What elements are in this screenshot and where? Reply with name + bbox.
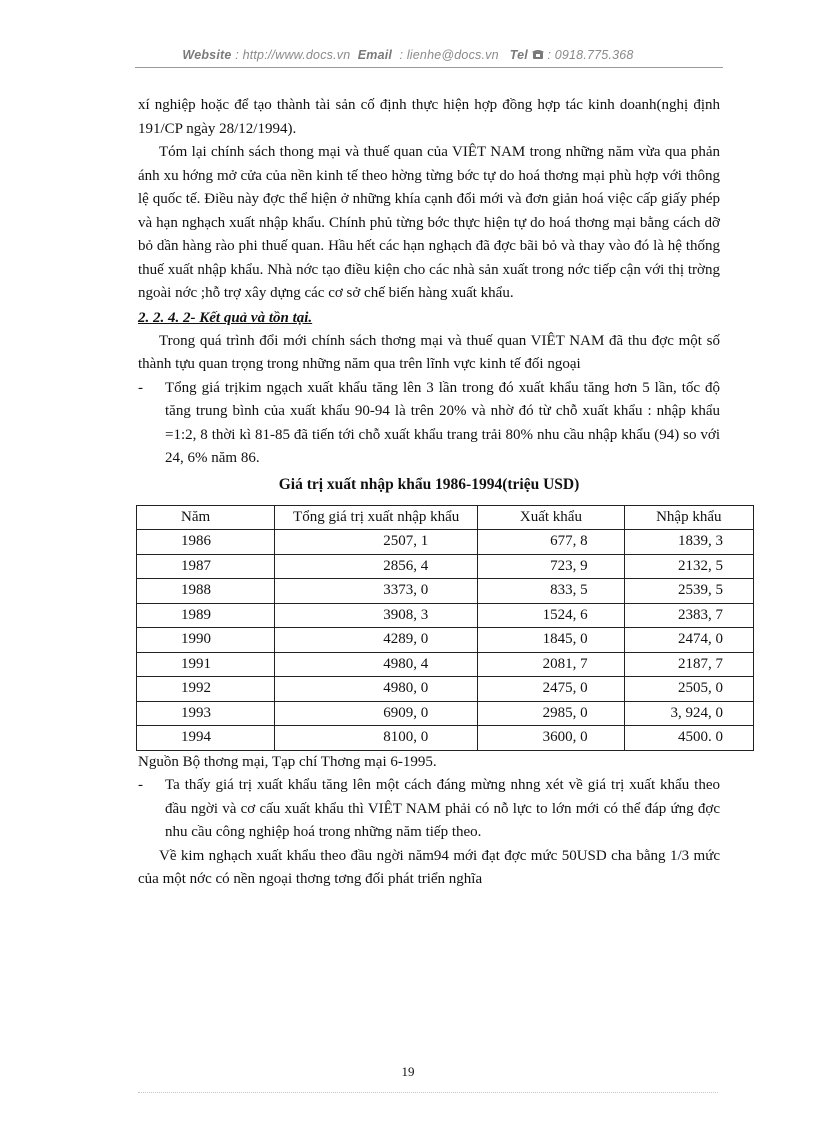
table-cell: 833, 5 [478, 579, 624, 604]
table-row [137, 554, 754, 579]
table-cell: 4500. 0 [624, 726, 753, 751]
header-divider [135, 67, 723, 68]
table-cell: 1993 [137, 701, 275, 726]
table-cell: 2539, 5 [624, 579, 753, 604]
table-cell: 1845, 0 [478, 628, 624, 653]
page-content [138, 94, 723, 892]
table-cell: 1987 [137, 554, 275, 579]
table-cell: 2856, 4 [275, 554, 478, 579]
paragraph: xí nghiệp hoặc để tạo thành tài sản cố định thực hiện hợp đồng hợp tác kinh doanh(nghị định 191/CP ngày 28/12/1994). [138, 97, 720, 137]
table-cell: 3, 924, 0 [624, 701, 753, 726]
table-cell: 1991 [137, 652, 275, 677]
table-cell: 1839, 3 [624, 530, 753, 555]
table-cell: 2081, 7 [478, 652, 624, 677]
table-cell: 1994 [137, 726, 275, 751]
table-row [137, 628, 754, 653]
table-cell: 1986 [137, 530, 275, 555]
bullet-text: Ta thấy giá trị xuất khẩu tăng lên một cách đáng mừng nhng xét về giá trị xuất khẩu theo đầu ngời và cơ cấu xuất khẩu thì VIÊT NAM phải có nỗ lực to lớn mới có thể đáp ứng đợc nhu cầu công nghiệp hoá trong những năm tiếp theo. [165, 777, 720, 840]
website-value[interactable]: : http://www.docs.vn [235, 48, 351, 62]
page-number: 19 [401, 1064, 415, 1079]
table-cell: 6909, 0 [275, 701, 478, 726]
table-header-row [137, 505, 754, 530]
table-cell: 3600, 0 [478, 726, 624, 751]
footer-divider [138, 1092, 718, 1093]
bullet-item [138, 377, 720, 471]
column-header: Năm [137, 505, 275, 530]
section-heading: 2. 2. 4. 2- Kết quả và tồn tại. [138, 309, 313, 326]
table-cell: 4980, 0 [275, 677, 478, 702]
bullet-dash: - [138, 777, 143, 793]
paragraph: Trong quá trình đổi mới chính sách thơng mại và thuế quan VIÊT NAM đã thu đợc một số thành tựu quan trọng trong những năm qua trên lĩnh vực kinh tế đối ngoại [138, 332, 720, 372]
table-cell: 1524, 6 [478, 603, 624, 628]
paragraph: Tóm lại chính sách thong mại và thuế quan của VIÊT NAM trong những năm vừa qua phản ánh xu hớng mở cửa của nền kinh tế theo hờng từng bớc tự do hoá thơng mại phù hợp với thông lệ quốc tế. Điều này đợc thể hiện ở những khía cạnh đổi mới và đơn giản hoá việc cấp giấy phép và hạn nghạch xuất nhập khẩu. Chính phủ từng bớc thực hiện tự do hoá thơng mại bằng cách dỡ bỏ dần hàng rào phi thuế quan. Hầu hết các hạn nghạch đã đợc bãi bỏ và thay vào đó là hệ thống thuế xuất nhập khẩu. Nhà nớc tạo điều kiện cho các nhà sản xuất trong nớc tiếp cận với thị trờng ngoài nớc ;hỗ trợ xây dựng các cơ sở chế biến hàng xuất khẩu. [138, 144, 720, 301]
table-cell: 2985, 0 [478, 701, 624, 726]
table-row [137, 677, 754, 702]
table-cell: 1989 [137, 603, 275, 628]
table-cell: 1988 [137, 579, 275, 604]
table-cell: 2474, 0 [624, 628, 753, 653]
table-cell: 2383, 7 [624, 603, 753, 628]
table-cell: 2475, 0 [478, 677, 624, 702]
table-cell: 2505, 0 [624, 677, 753, 702]
table-cell: 3373, 0 [275, 579, 478, 604]
tel-value: : 0918.775.368 [547, 48, 634, 62]
bullet-dash: - [138, 379, 143, 396]
table-row [137, 530, 754, 555]
bullet-text: Tổng giá trịkim ngạch xuất khẩu tăng lên 3 lần trong đó xuất khẩu tăng hơn 5 lần, tốc độ tăng trung bình của xuất khẩu 90-94 là trên 20% và nhờ đó từ chỗ xuất khẩu : nhập khẩu =1:2, 8 thời kì 81-85 đã tiến tới chỗ xuất khẩu trang trải 80% nhu cầu nhập khẩu (94) so với 24, 6% năm 86. [165, 379, 720, 466]
table-cell: 2507, 1 [275, 530, 478, 555]
table-cell: 4289, 0 [275, 628, 478, 653]
table-row [137, 579, 754, 604]
website-label: Website [182, 48, 232, 62]
table-title: Giá trị xuất nhập khẩu 1986-1994(triệu USD) [278, 475, 580, 493]
table-cell: 2187, 7 [624, 652, 753, 677]
page-header [0, 48, 816, 63]
table-cell: 8100, 0 [275, 726, 478, 751]
table-cell: 1992 [137, 677, 275, 702]
table-row [137, 603, 754, 628]
paragraph: Về kim nghạch xuất khẩu theo đầu ngời năm94 mới đạt đợc mức 50USD cha bằng 1/3 mức của một nớc có nền ngoại thơng tơng đối phát triển nghĩa [138, 847, 720, 887]
export-import-table [136, 505, 754, 751]
bullet-item [138, 774, 720, 845]
table-cell: 2132, 5 [624, 554, 753, 579]
column-header: Xuất khẩu [478, 505, 624, 530]
table-cell: 723, 9 [478, 554, 624, 579]
table-row [137, 726, 754, 751]
table-cell: 1990 [137, 628, 275, 653]
table-cell: 677, 8 [478, 530, 624, 555]
table-row [137, 701, 754, 726]
email-value[interactable]: : lienhe@docs.vn [399, 48, 499, 62]
column-header: Nhập khẩu [624, 505, 753, 530]
email-label: Email [357, 48, 393, 62]
tel-label: Tel [509, 48, 528, 62]
column-header: Tổng giá trị xuất nhập khẩu [275, 505, 478, 530]
table-cell: 4980, 4 [275, 652, 478, 677]
table-row [137, 652, 754, 677]
phone-icon [532, 49, 544, 63]
table-cell: 3908, 3 [275, 603, 478, 628]
source-note: Nguồn Bộ thơng mại, Tạp chí Thơng mại 6-1995. [138, 753, 437, 770]
